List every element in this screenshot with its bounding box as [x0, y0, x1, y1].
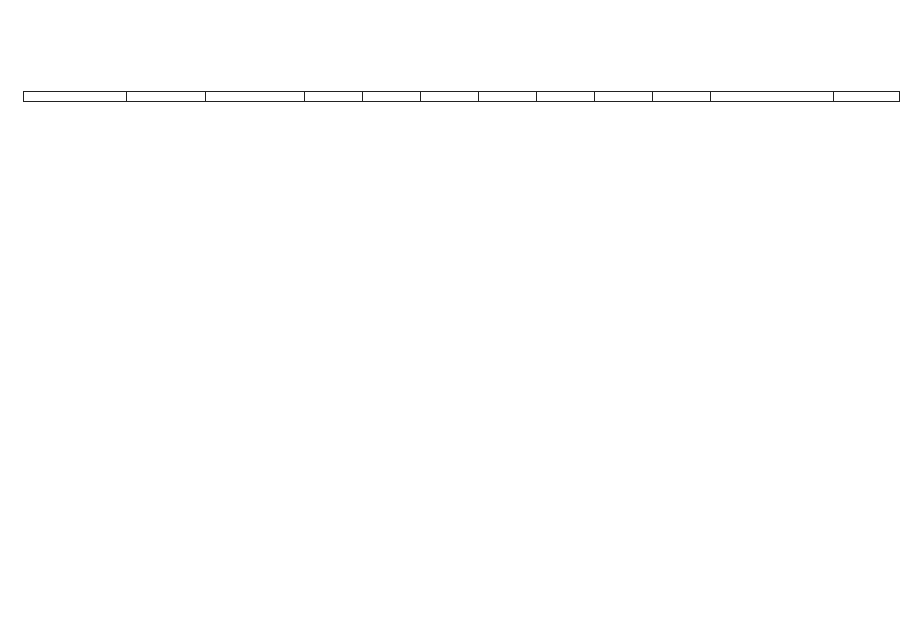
column-number-header: [23, 91, 900, 102]
column-number: [479, 92, 537, 102]
column-number: [206, 92, 305, 102]
column-number: [711, 92, 834, 102]
column-number: [834, 92, 900, 102]
column-number: [363, 92, 421, 102]
column-number: [595, 92, 653, 102]
column-number: [537, 92, 595, 102]
column-number: [24, 92, 127, 102]
column-number: [653, 92, 711, 102]
column-number: [305, 92, 363, 102]
column-number: [421, 92, 479, 102]
column-number: [127, 92, 206, 102]
